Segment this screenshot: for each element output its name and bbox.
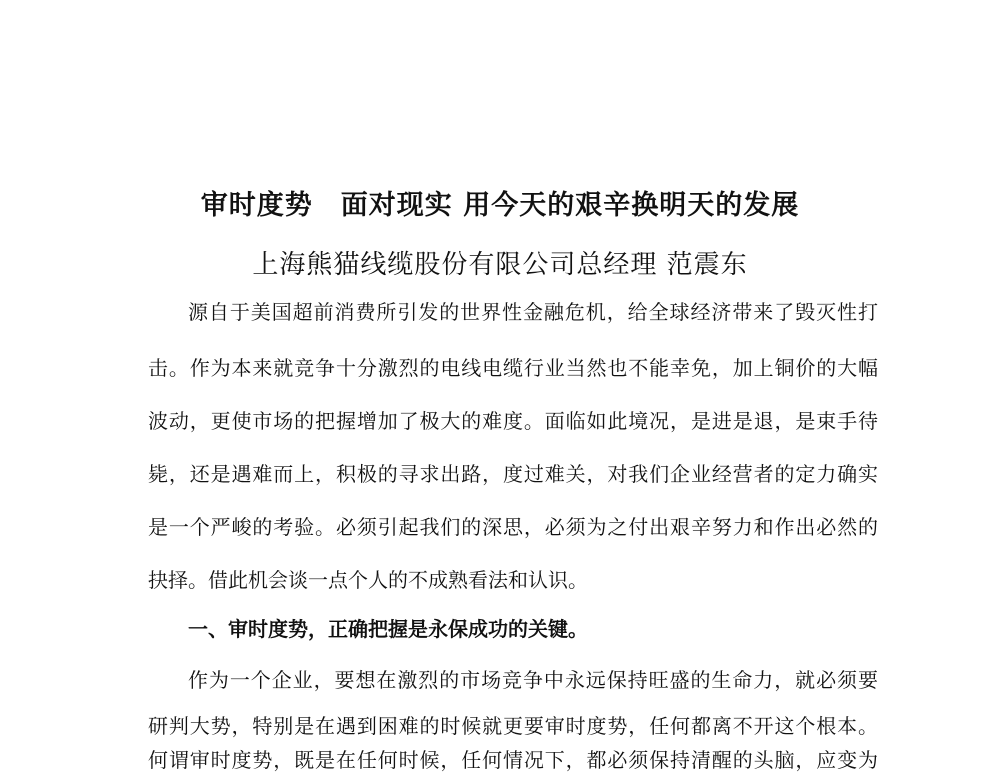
- document-title: 审时度势 面对现实 用今天的艰辛换明天的发展: [200, 190, 800, 221]
- paragraph-1-line-2: 击。作为本来就竞争十分激烈的电线电缆行业当然也不能幸免，加上铜价的大幅: [148, 356, 878, 380]
- paragraph-1-line-4: 毙，还是遇难而上，积极的寻求出路，度过难关，对我们企业经营者的定力确实: [148, 462, 878, 486]
- paragraph-2-line-2: 研判大势，特别是在遇到困难的时候就更要审时度势，任何都离不开这个根本。: [148, 714, 878, 738]
- paragraph-1-line-5: 是一个严峻的考验。必须引起我们的深思，必须为之付出艰辛努力和作出必然的: [148, 515, 878, 539]
- section-1-heading: 一、审时度势，正确把握是永保成功的关键。: [188, 617, 588, 641]
- paragraph-1-line-3: 波动，更使市场的把握增加了极大的难度。面临如此境况，是进是退，是束手待: [148, 409, 878, 433]
- paragraph-2-line-3: 何谓审时度势，既是在任何时候，任何情况下，都必须保持清醒的头脑，应变为: [148, 748, 878, 772]
- document-subtitle: 上海熊猫线缆股份有限公司总经理 范震东: [252, 250, 748, 280]
- paragraph-2-line-1: 作为一个企业，要想在激烈的市场竞争中永远保持旺盛的生命力，就必须要: [188, 668, 878, 692]
- paragraph-1-line-1: 源自于美国超前消费所引发的世界性金融危机，给全球经济带来了毁灭性打: [188, 300, 878, 324]
- paragraph-1-line-6: 抉择。借此机会谈一点个人的不成熟看法和认识。: [148, 568, 588, 592]
